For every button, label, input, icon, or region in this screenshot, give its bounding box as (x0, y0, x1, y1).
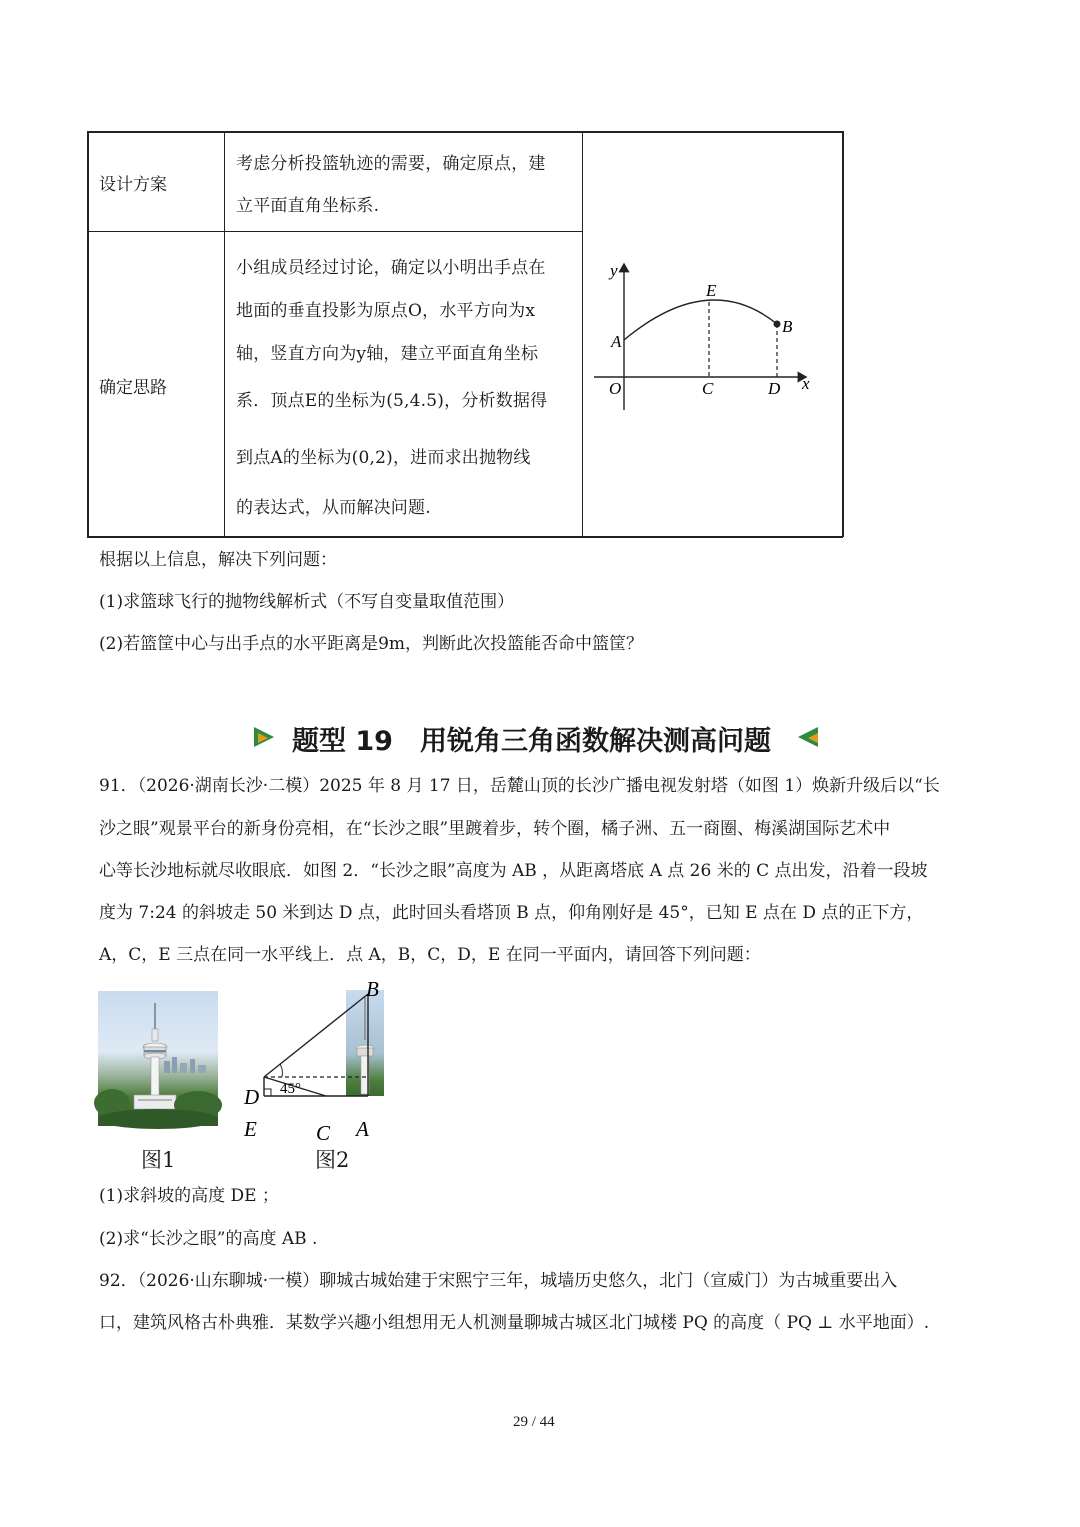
parabola-graph (584, 232, 842, 432)
fig2-label-B: B (366, 977, 379, 1001)
problem-91-line-4: 度为 7:24 的斜坡走 50 米到达 D 点，此时回头看塔顶 B 点，仰角刚好是 45°，已知 E 点在 D 点的正下方， (99, 903, 924, 923)
row-label-approach: 确定思路 (99, 378, 167, 398)
question-2-hoop: (2)若篮筐中心与出手点的水平距离是9m，判断此次投篮能否命中篮筐？ (99, 634, 644, 654)
label-C: C (702, 379, 714, 398)
problem-91-line-2: 沙之眼”观景平台的新身份亮相，在“长沙之眼”里踱着步，转个圈，橘子洲、五一商圈、梅溪湖国际艺术中 (99, 819, 891, 839)
approach-text-line-4: 系．顶点E的坐标为(5,4.5)，分析数据得 (236, 391, 548, 411)
problem-91-question-2: (2)求“长沙之眼”的高度 AB . (99, 1229, 318, 1249)
heading-arrow-right-inner-icon (258, 733, 268, 743)
table-col-divider-2 (582, 131, 583, 537)
approach-text-line-5: 到点A的坐标为(0,2)，进而求出抛物线 (236, 448, 531, 468)
problem-91-question-1: (1)求斜坡的高度 DE ； (99, 1186, 279, 1206)
label-D: D (768, 379, 781, 398)
table-border-right (842, 131, 844, 537)
figure-1-tower-photo (98, 991, 218, 1126)
problem-92-line-1: 92．（2026·山东聊城·一模）聊城古城始建于宋熙宁三年，城墙历史悠久，北门（宣威门）为古城重要出入 (99, 1271, 898, 1291)
approach-text-line-1: 小组成员经过讨论，确定以小明出手点在 (236, 258, 546, 278)
questions-intro: 根据以上信息，解决下列问题： (99, 550, 337, 570)
label-A: A (611, 332, 622, 351)
approach-text-line-6: 的表达式，从而解决问题. (236, 498, 431, 518)
fig2-label-C: C (316, 1121, 331, 1145)
row-label-design: 设计方案 (99, 175, 167, 195)
problem-91-line-3: 心等长沙地标就尽收眼底．如图 2．“长沙之眼”高度为 AB ，从距离塔底 A 点 26 米的 C 点出发，沿着一段坡 (99, 861, 928, 881)
table-row-divider (87, 231, 583, 232)
problem-91-line-5: A，C，E 三点在同一水平线上．点 A，B，C，D，E 在同一平面内，请回答下列问题： (99, 945, 761, 965)
angle-arc (280, 1064, 282, 1077)
label-B: B (782, 317, 793, 336)
table-col-divider-1 (224, 131, 225, 537)
design-text-line-1: 考虑分析投篮轨迹的需要，确定原点，建 (236, 154, 546, 174)
tower-illustration (98, 991, 218, 1126)
table-border-bottom (87, 536, 843, 538)
label-O: O (609, 379, 622, 398)
label-y: y (610, 261, 618, 280)
page-number: 29 / 44 (513, 1414, 555, 1430)
figure-2-slope-diagram (236, 977, 396, 1145)
fig2-angle-label: 45° (280, 1081, 301, 1097)
design-text-line-2: 立平面直角坐标系. (236, 196, 380, 216)
problem-92-line-2: 口，建筑风格古朴典雅．某数学兴趣小组想用无人机测量聊城古城区北门城楼 PQ 的高度（ PQ ⊥ 水平地面）. (99, 1313, 930, 1333)
parabola-curve (624, 300, 777, 340)
figure-2-caption: 图2 (315, 1148, 350, 1172)
table-border-top (87, 131, 843, 133)
label-x: x (802, 374, 810, 393)
fig2-label-E: E (244, 1117, 257, 1141)
point-B (774, 321, 781, 328)
approach-text-line-3: 轴，竖直方向为y轴，建立平面直角坐标 (236, 344, 539, 364)
problem-91-line-1: 91．（2026·湖南长沙·二模）2025 年 8 月 17 日，岳麓山顶的长沙广播电视发射塔（如图 1）焕新升级后以“长 (99, 776, 940, 796)
table-border-left (87, 131, 89, 537)
approach-text-line-2: 地面的垂直投影为原点O，水平方向为x (236, 301, 536, 321)
label-E: E (706, 281, 717, 300)
heading-arrow-left-inner-icon (808, 733, 818, 743)
figure-1-caption: 图1 (141, 1148, 176, 1172)
fig2-label-A: A (356, 1117, 369, 1141)
question-1-parabola: (1)求篮球飞行的抛物线解析式（不写自变量取值范围） (99, 592, 515, 612)
right-angle-mark (264, 1089, 271, 1096)
section-title: 题型 19 用锐角三角函数解决测高问题 (292, 726, 771, 757)
fig2-label-D: D (244, 1085, 260, 1109)
